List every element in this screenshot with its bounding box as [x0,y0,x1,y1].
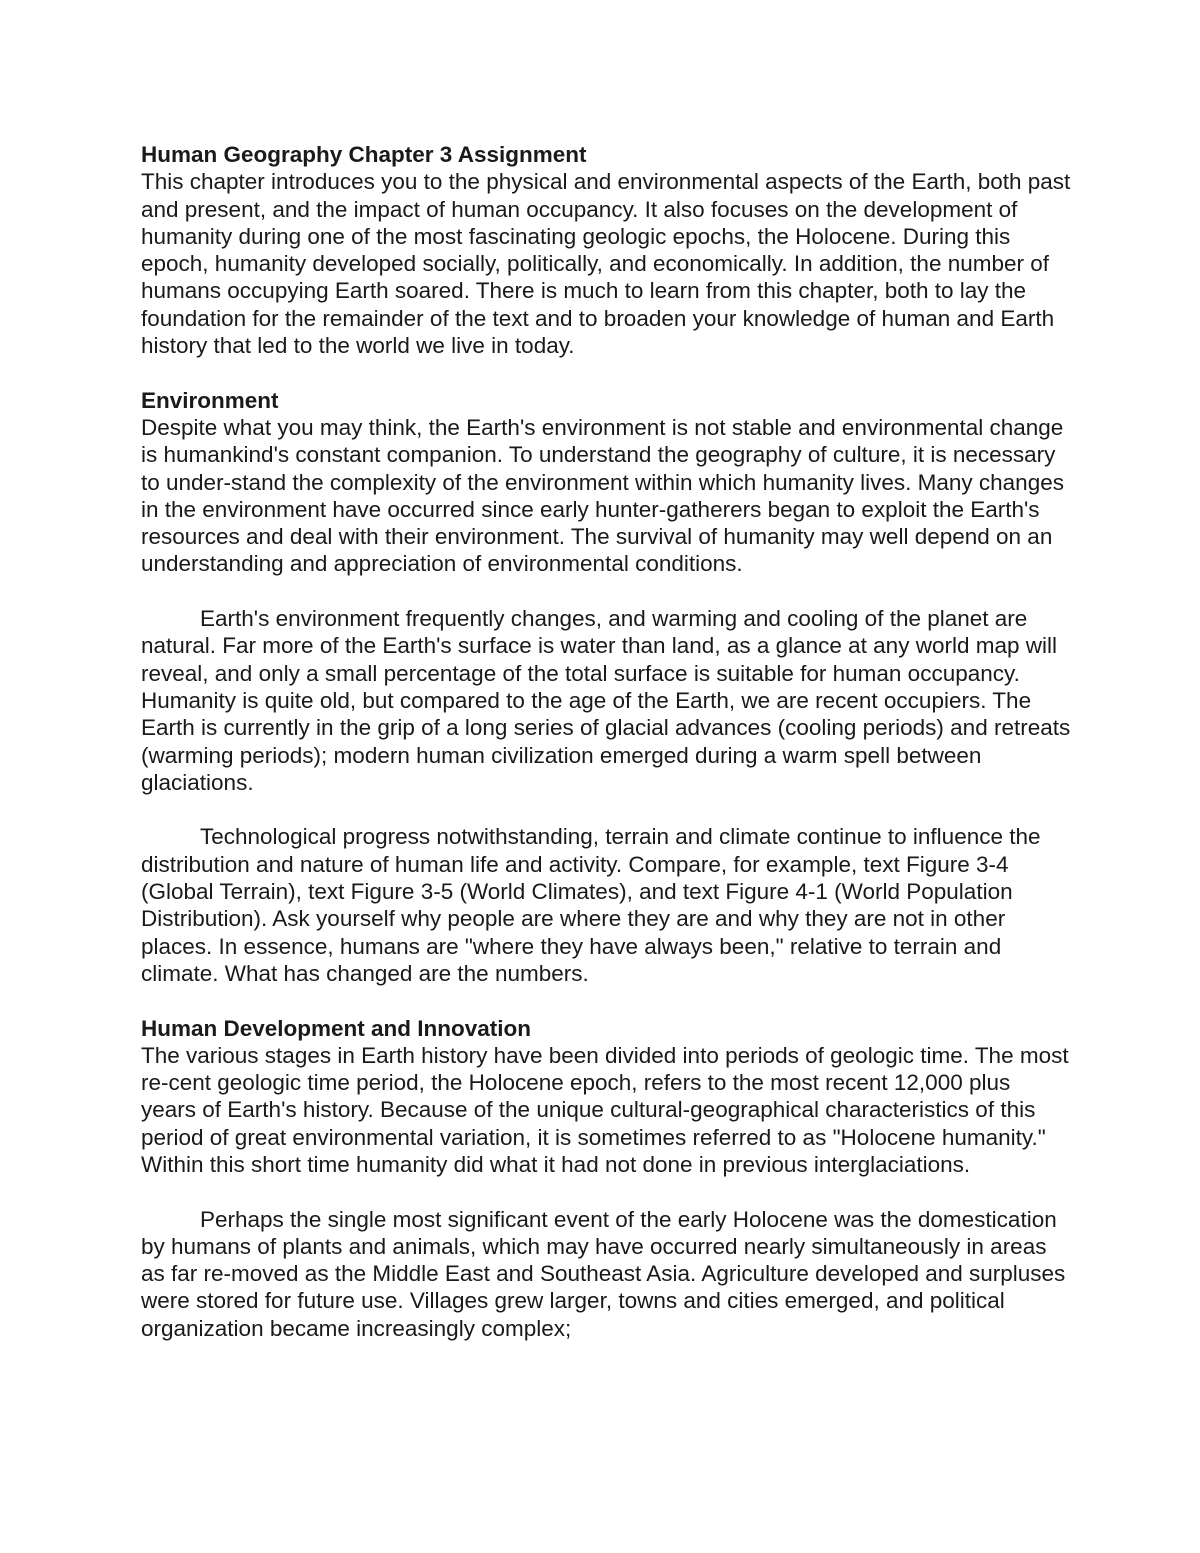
human-development-paragraph-1: The various stages in Earth history have been divided into periods of geologic time. The most re-cent geologic time period, the Holocene epoch, refers to the most recent 12,000 plus years of Earth's history. Because of the unique cultural-geographical characteristics of this period of great environmental variation, it is sometimes referred to as "Holocene humanity." Within this short time humanity did what it had not done in previous interglaciations. [141,1042,1069,1177]
environment-paragraph-3: Technological progress notwithstanding, terrain and climate continue to influence the distribution and nature of human life and activity. Compare, for example, text Figure 3-4 (Global Terrain), text Figure 3-5 (World Climates), and text Figure 4-1 (World Population Distribution). Ask yourself why people are where they are and why they are not in other places. In essence, humans are "where they have always been," relative to terrain and climate. What has changed are the numbers. [141,824,1041,986]
environment-paragraph-1: Despite what you may think, the Earth's environment is not stable and environmental change is humankind's constant companion. To understand the geography of culture, it is necessary to under-stand the complexity of the environment within which humanity lives. Many changes in the environment have occurred since early hunter-gatherers began to exploit the Earth's resources and deal with their environment. The survival of humanity may well depend on an understanding and appreciation of environmental conditions. [141,414,1064,577]
document-page [141,141,1071,1342]
spacer [141,1178,1071,1205]
human-development-paragraph-2: Perhaps the single most significant event of the early Holocene was the domestication by humans of plants and animals, which may have occurred nearly simultaneously in areas as far re-moved as the Middle East and Southeast Asia. Agriculture developed and surpluses were stored for future use. Villages grew larger, towns and cities emerged, and political organization became increasingly complex; [141,1206,1066,1341]
document-title: Human Geography Chapter 3 Assignment [141,142,587,167]
intro-paragraph: This chapter introduces you to the physical and environmental aspects of the Earth, both past and present, and the impact of human occupancy. It also focuses on the development of humanity during one of the most fascinating geologic epochs, the Holocene. During this epoch, humanity developed socially, politically, and economically. In addition, the number of humans occupying Earth soared. There is much to learn from this chapter, both to lay the foundation for the remainder of the text and to broaden your knowledge of human and Earth history that led to the world we live in today. [141,169,1071,359]
environment-paragraph-2: Earth's environment frequently changes, and warming and cooling of the planet are natural. Far more of the Earth's surface is water than land, as a glance at any world map will reveal, and only a small percentage of the total surface is suitable for human occupancy. Humanity is quite old, but compared to the age of the Earth, we are recent occupiers. The Earth is currently in the grip of a long series of glacial advances (cooling periods) and retreats (warming periods); modern human civilization emerged during a warm spell between glaciations. [141,606,1071,795]
section-heading-human-development: Human Development and Innovation [141,1015,532,1041]
spacer [141,987,1071,1014]
section-heading-environment: Environment [141,387,279,413]
spacer [141,796,1071,823]
spacer [141,578,1071,605]
spacer [141,359,1071,386]
